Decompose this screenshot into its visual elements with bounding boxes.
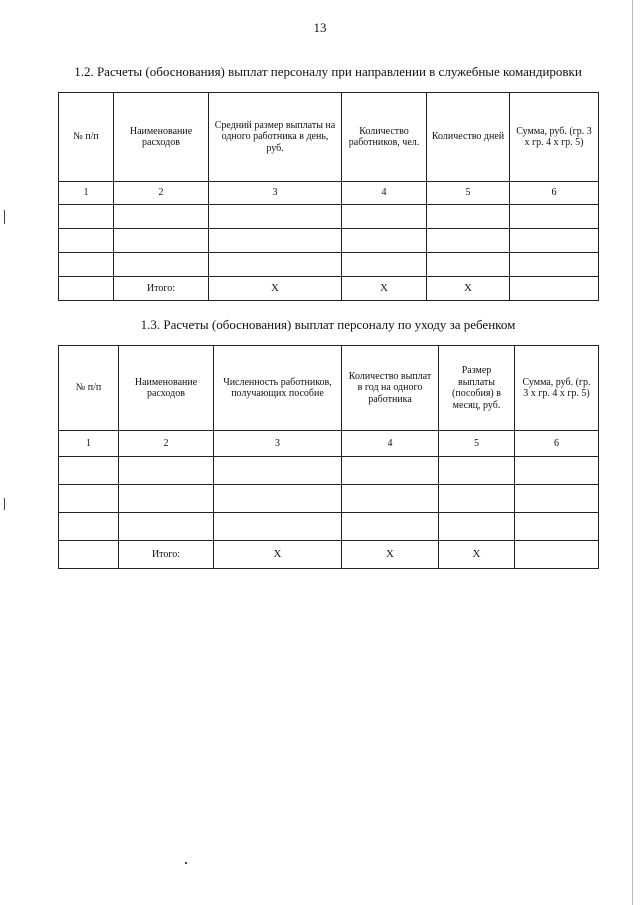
header-cell: Количество выплат в год на одного работника [342,346,439,431]
header-row [59,93,599,182]
empty-cell [114,253,209,277]
scan-speck [185,862,187,864]
empty-cell [510,229,599,253]
empty-cell [342,229,427,253]
total-row [59,541,599,569]
column-number-cell: 4 [342,182,427,205]
column-number-cell: 1 [59,431,119,457]
empty-cell [114,205,209,229]
header-cell: № п/п [59,93,114,182]
empty-cell [439,513,515,541]
header-row [59,346,599,431]
empty-cell [515,457,599,485]
scan-edge-mark [4,210,5,224]
empty-cell [510,205,599,229]
empty-cell [439,457,515,485]
empty-cell [510,253,599,277]
empty-cell [515,541,599,569]
empty-cell [119,513,214,541]
empty-row [59,205,599,229]
empty-cell [59,277,114,301]
scan-right-edge [632,0,633,905]
header-cell: Численность работников, получающих пособие [214,346,342,431]
total-x-mark: X [342,541,439,569]
header-cell: Количество дней [427,93,510,182]
total-x-mark: X [209,277,342,301]
column-number-cell: 1 [59,182,114,205]
empty-cell [427,229,510,253]
header-cell: Сумма, руб. (гр. 3 х гр. 4 х гр. 5) [515,346,599,431]
empty-cell [214,457,342,485]
page-number: 13 [313,20,327,35]
empty-cell [114,229,209,253]
header-cell: Сумма, руб. (гр. 3 х гр. 4 х гр. 5) [510,93,599,182]
column-number-cell: 4 [342,431,439,457]
empty-cell [209,253,342,277]
total-label: Итого: [119,541,214,569]
header-cell: Размер выплаты (пособия) в месяц, руб. [439,346,515,431]
empty-cell [427,253,510,277]
empty-cell [59,229,114,253]
empty-cell [59,205,114,229]
empty-cell [59,513,119,541]
empty-cell [209,205,342,229]
empty-cell [342,253,427,277]
business-trips-table [58,92,599,301]
empty-cell [515,513,599,541]
column-number-cell: 6 [510,182,599,205]
empty-row [59,253,599,277]
section-title-business-trips: 1.2. Расчеты (обоснования) выплат персоналу при направлении в служебные командировки [74,64,582,79]
empty-cell [515,485,599,513]
empty-cell [59,541,119,569]
empty-cell [209,229,342,253]
column-number-cell: 3 [214,431,342,457]
header-cell: Наименование расходов [119,346,214,431]
empty-cell [342,205,427,229]
empty-cell [342,457,439,485]
empty-cell [342,485,439,513]
empty-cell [119,457,214,485]
header-cell: Количество работников, чел. [342,93,427,182]
empty-cell [59,485,119,513]
total-row [59,277,599,301]
column-number-cell: 2 [119,431,214,457]
empty-row [59,457,599,485]
empty-cell [59,253,114,277]
column-number-cell: 5 [427,182,510,205]
empty-cell [342,513,439,541]
column-number-cell: 6 [515,431,599,457]
section-title-childcare: 1.3. Расчеты (обоснования) выплат персоналу по уходу за ребенком [140,317,516,332]
column-number-row [59,182,599,205]
total-x-mark: X [214,541,342,569]
total-x-mark: X [439,541,515,569]
header-cell: Наименование расходов [114,93,209,182]
column-number-cell: 3 [209,182,342,205]
column-number-cell: 2 [114,182,209,205]
empty-cell [427,205,510,229]
empty-cell [214,513,342,541]
childcare-table [58,345,599,569]
header-cell: Средний размер выплаты на одного работника в день, руб. [209,93,342,182]
scan-edge-mark [4,498,5,510]
header-cell: № п/п [59,346,119,431]
total-x-mark: X [427,277,510,301]
total-label: Итого: [114,277,209,301]
column-number-cell: 5 [439,431,515,457]
empty-row [59,229,599,253]
empty-row [59,485,599,513]
empty-cell [59,457,119,485]
empty-cell [119,485,214,513]
empty-cell [510,277,599,301]
empty-cell [439,485,515,513]
total-x-mark: X [342,277,427,301]
empty-cell [214,485,342,513]
column-number-row [59,431,599,457]
empty-row [59,513,599,541]
